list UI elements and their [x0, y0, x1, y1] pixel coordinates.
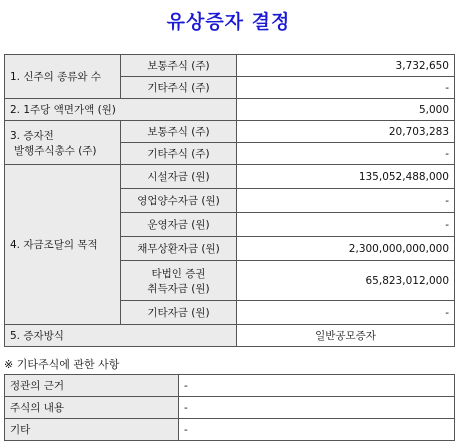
sub-label: 보통주식 (주) — [121, 55, 237, 77]
sub-label-line: 타법인 증권 — [151, 267, 206, 280]
sub-label: 보통주식 (주) — [121, 121, 237, 143]
sub-label: 영업양수자금 (원) — [121, 189, 237, 213]
cell-value: 3,732,650 — [237, 55, 455, 77]
cell-value: - — [237, 213, 455, 237]
cell-value: 5,000 — [237, 99, 455, 121]
row-label-line: 발행주식총수 (주) — [14, 144, 97, 157]
table-row — [5, 397, 455, 419]
sub-label: 기타주식 (주) — [121, 77, 237, 99]
cell-value: - — [237, 77, 455, 99]
cell-value: 135,052,488,000 — [237, 165, 455, 189]
table-row — [5, 375, 455, 397]
row-label-new-shares: 1. 신주의 종류와 수 — [5, 55, 121, 99]
sub-label-line: 취득자금 (원) — [147, 282, 210, 295]
sub-label: 기타주식 (주) — [121, 143, 237, 165]
row-label: 주식의 내용 — [5, 397, 179, 419]
sub-label — [121, 261, 237, 301]
sub-label: 시설자금 (원) — [121, 165, 237, 189]
cell-value: - — [179, 397, 455, 419]
row-label-funding-purpose: 4. 자금조달의 목적 — [5, 165, 121, 325]
table-row — [5, 165, 455, 189]
rights-offering-table — [4, 54, 455, 347]
table-row — [5, 121, 455, 143]
sub-label: 운영자금 (원) — [121, 213, 237, 237]
cell-value: - — [179, 419, 455, 441]
row-label: 정관의 근거 — [5, 375, 179, 397]
row-label-line: 3. 증자전 — [10, 129, 54, 142]
row-label: 기타 — [5, 419, 179, 441]
table-row — [5, 325, 455, 347]
cell-value: 2,300,000,000,000 — [237, 237, 455, 261]
table-row — [5, 419, 455, 441]
cell-value: - — [237, 301, 455, 325]
sub-label: 채무상환자금 (원) — [121, 237, 237, 261]
table-row — [5, 55, 455, 77]
row-label-shares-before — [5, 121, 121, 165]
cell-value: - — [237, 143, 455, 165]
cell-value: - — [237, 189, 455, 213]
cell-value: - — [179, 375, 455, 397]
cell-value: 20,703,283 — [237, 121, 455, 143]
row-label-par-value: 2. 1주당 액면가액 (원) — [5, 99, 237, 121]
cell-value: 65,823,012,000 — [237, 261, 455, 301]
cell-value: 일반공모증자 — [237, 325, 455, 347]
page-title: 유상증자 결정 — [166, 11, 291, 33]
other-shares-table — [4, 374, 455, 441]
table-row — [5, 99, 455, 121]
row-label-offering-method: 5. 증자방식 — [5, 325, 237, 347]
note-heading: ※ 기타주식에 관한 사항 — [4, 358, 120, 371]
sub-label: 기타자금 (원) — [121, 301, 237, 325]
